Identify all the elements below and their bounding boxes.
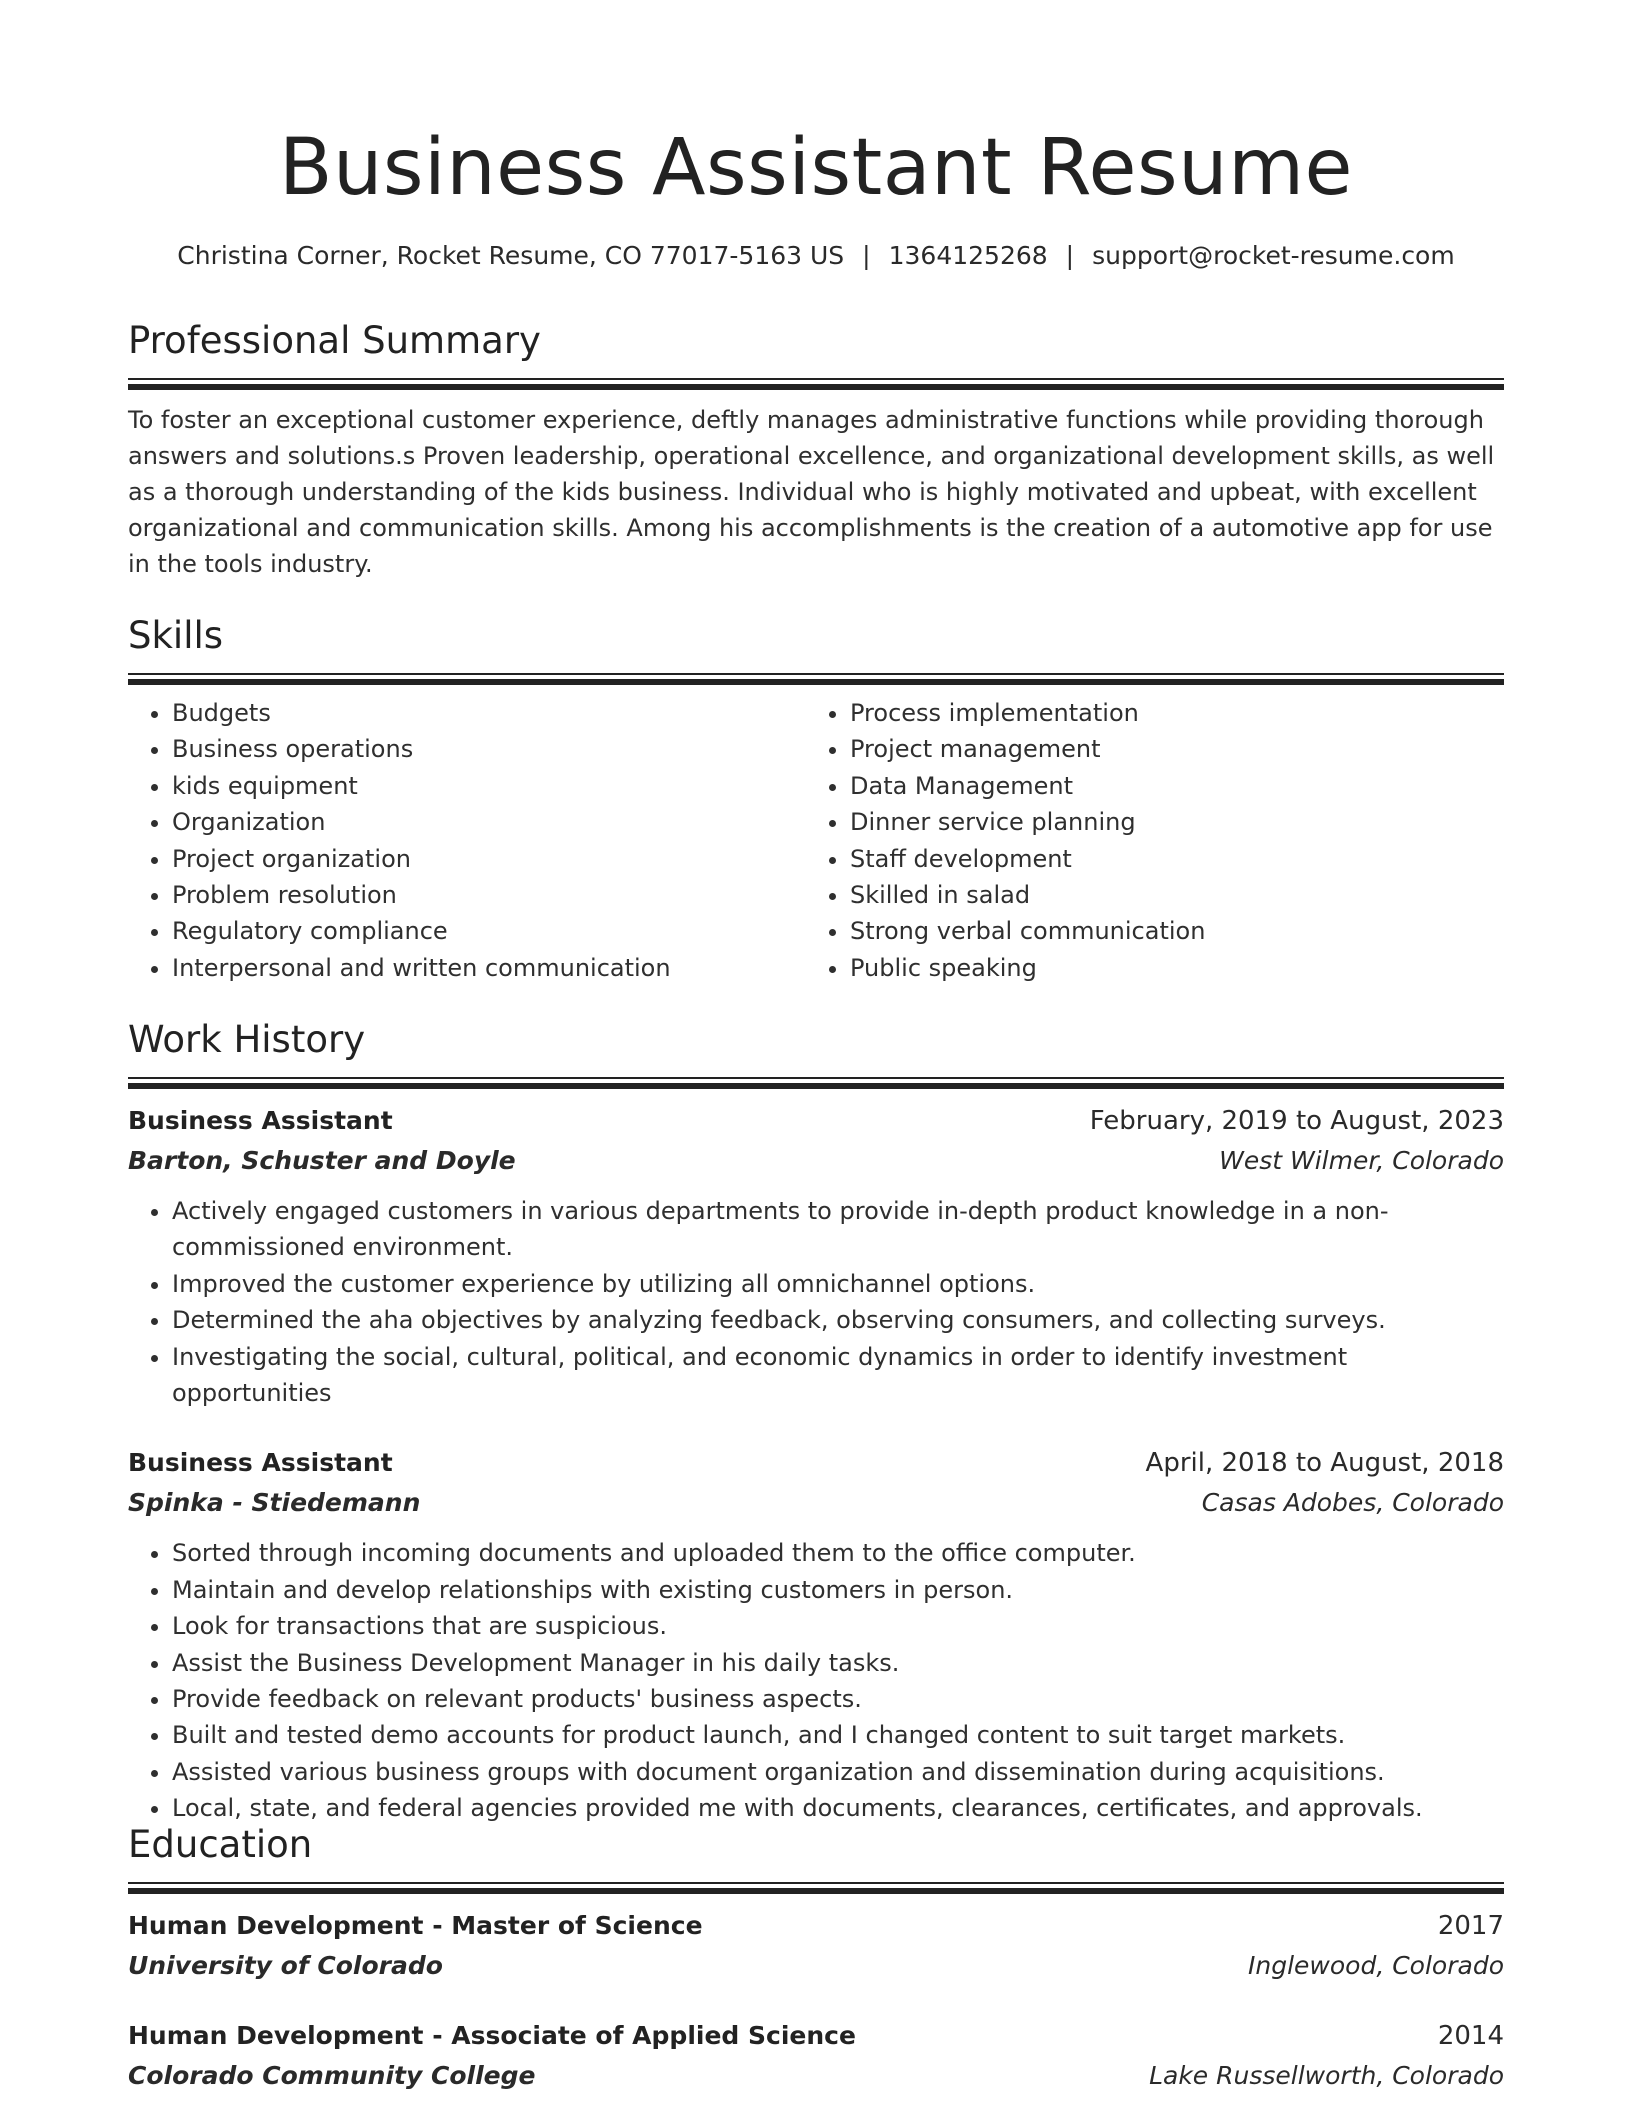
summary-heading: Professional Summary [128,319,541,362]
job-bullet: • Look for transactions that are suspicious. [172,1608,1504,1644]
education-section [128,1822,1504,2096]
job-entry [128,1101,1504,1411]
education-school: University of Colorado [128,1951,443,1980]
job-title: Business Assistant [128,1448,393,1478]
skill-item: • Project management [850,731,1484,767]
section-divider [128,673,1504,683]
contact-phone: 1364125268 [888,241,1048,270]
job-bullet: • Determined the aha objectives by analyzing feedback, observing consumers, and collecting surveys. [172,1302,1504,1338]
job-bullet: • Assist the Business Development Manager in his daily tasks. [172,1645,1504,1681]
job-bullet: • Sorted through incoming documents and uploaded them to the office computer. [172,1535,1504,1571]
skills-grid [128,695,1504,986]
skills-column-left [128,695,806,986]
education-location: Lake Russellworth, Colorado [1149,2061,1504,2090]
job-location: West Wilmer, Colorado [1219,1146,1504,1175]
job-bullet: • Improved the customer experience by utilizing all omnichannel options. [172,1266,1504,1302]
education-year: 2017 [1437,1911,1504,1941]
skill-item: • Regulatory compliance [172,913,806,949]
education-heading: Education [128,1823,313,1866]
job-bullets [128,1193,1504,1411]
skills-heading: Skills [128,614,224,657]
job-dates: April, 2018 to August, 2018 [1145,1448,1504,1479]
contact-address: Christina Corner, Rocket Resume, CO 77017-5163 US [177,241,845,270]
skills-column-right [806,695,1484,986]
contact-separator: | [1065,241,1075,270]
skill-item: • Process implementation [850,695,1484,731]
skill-item: • Organization [172,804,806,840]
work-history-heading: Work History [128,1018,366,1061]
job-company: Barton, Schuster and Doyle [128,1146,516,1175]
education-school: Colorado Community College [128,2061,536,2090]
skill-item: • Project organization [172,841,806,877]
job-bullets [128,1535,1504,1826]
resume-title: Business Assistant Resume [278,123,1354,213]
skill-item: • Public speaking [850,950,1484,986]
education-year: 2014 [1437,2021,1504,2051]
section-divider [128,1882,1504,1892]
job-bullet: • Local, state, and federal agencies provided me with documents, clearances, certificates, and approvals. [172,1790,1504,1826]
contact-email[interactable]: support@rocket-resume.com [1092,241,1455,270]
education-entry [128,2016,1504,2096]
skill-item: • Budgets [172,695,806,731]
education-degree: Human Development - Master of Science [128,1911,703,1940]
education-degree: Human Development - Associate of Applied Science [128,2021,856,2050]
contact-separator: | [862,241,871,270]
skill-item: • Staff development [850,841,1484,877]
job-bullet: • Maintain and develop relationships with existing customers in person. [172,1572,1504,1608]
job-bullet: • Built and tested demo accounts for product launch, and I changed content to suit target markets. [172,1717,1504,1753]
job-title: Business Assistant [128,1106,393,1135]
skill-item: • kids equipment [172,768,806,804]
job-bullet: • Investigating the social, cultural, political, and economic dynamics in order to identify investment opportunities [172,1339,1504,1412]
summary-text: To foster an exceptional customer experience, deftly manages administrative functions while providing thorough answers and solutions.s Proven leadership, operational excellence, and organizational development skills, as well as a thorough understanding of the kids business. Individual who is highly motivated and upbeat, with excellent organizational and communication skills. Among his accomplishments is the creation of a automotive app for use in the tools industry. [128,406,1495,578]
skill-item: • Dinner service planning [850,804,1484,840]
job-entry [128,1443,1504,1826]
job-bullet: • Provide feedback on relevant products' business aspects. [172,1681,1504,1717]
job-location: Casas Adobes, Colorado [1201,1488,1504,1518]
job-company: Spinka - Stiedemann [128,1488,421,1518]
skill-item: • Interpersonal and written communication [172,950,806,986]
section-divider [128,378,1504,388]
education-entry [128,1906,1504,1986]
education-location: Inglewood, Colorado [1248,1951,1504,1980]
skill-item: • Strong verbal communication [850,913,1484,949]
skill-item: • Skilled in salad [850,877,1484,913]
summary-section [128,318,1504,582]
skills-section [128,613,1504,986]
skill-item: • Business operations [172,731,806,767]
skill-item: • Data Management [850,768,1484,804]
job-dates: February, 2019 to August, 2023 [1089,1106,1504,1136]
work-history-section [128,1017,1504,1827]
skill-item: • Problem resolution [172,877,806,913]
section-divider [128,1077,1504,1087]
contact-line [128,238,1504,274]
job-bullet: • Actively engaged customers in various departments to provide in-depth product knowledge in a non-commissioned environment. [172,1193,1504,1266]
job-bullet: • Assisted various business groups with document organization and dissemination during acquisitions. [172,1754,1504,1790]
